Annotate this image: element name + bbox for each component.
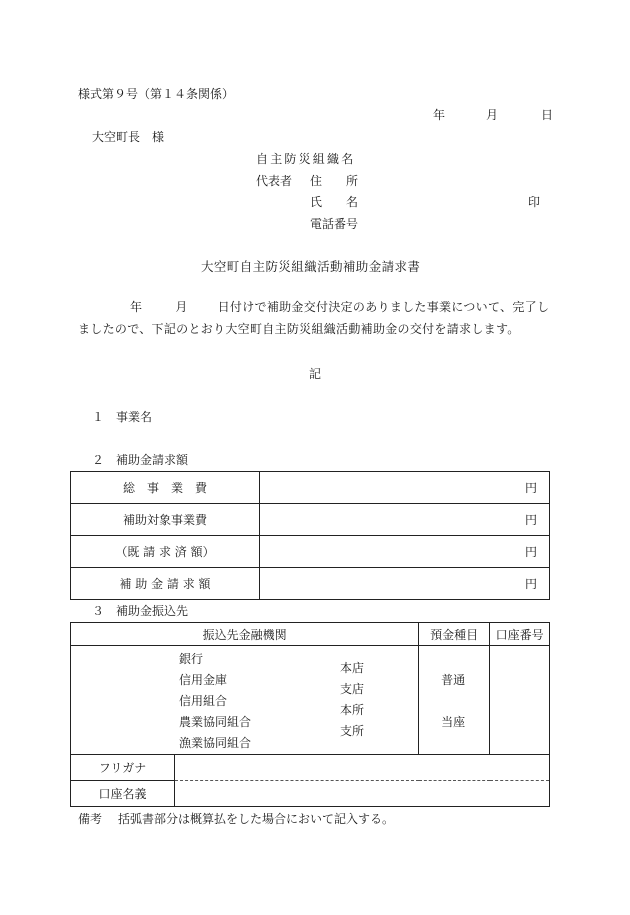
table-row <box>71 646 550 755</box>
body-year: 年 <box>130 300 143 314</box>
institution-shinkumi: 信用組合 <box>179 694 228 708</box>
branch-sub-office: 支所 <box>340 724 365 738</box>
item-bank-transfer: ３ 補助金振込先 <box>92 604 189 618</box>
table-row <box>71 568 550 600</box>
representative-label: 代表者 <box>256 174 293 188</box>
header-institution: 振込先金融機関 <box>71 623 419 646</box>
account-number-cell <box>490 646 550 755</box>
amount-unit: 円 <box>260 472 550 504</box>
institution-cell <box>71 646 419 755</box>
date-year: 年 <box>433 108 446 122</box>
table-row <box>71 781 550 807</box>
branch-head-office: 本店 <box>340 661 365 675</box>
branch-types <box>340 658 364 742</box>
phone-label: 電話番号 <box>310 217 359 231</box>
form-number: 様式第９号（第１４条関係） <box>78 87 235 101</box>
amount-label-request: 補 助 金 請 求 額 <box>71 568 260 600</box>
deposit-current: 当座 <box>441 715 466 729</box>
institution-shinkin: 信用金庫 <box>179 673 228 687</box>
amount-unit: 円 <box>260 536 550 568</box>
document-title: 大空町自主防災組織活動補助金請求書 <box>201 259 421 274</box>
body-paragraph <box>78 296 558 340</box>
amount-label-eligible: 補助対象事業費 <box>71 504 260 536</box>
institution-agri-coop: 農業協同組合 <box>179 715 252 729</box>
header-account-number: 口座番号 <box>490 623 550 646</box>
amount-label-total: 総 事 業 費 <box>71 472 260 504</box>
table-row <box>71 623 550 646</box>
deposit-type-cell <box>419 646 490 755</box>
addressee: 大空町長 様 <box>92 130 165 144</box>
branch-main-office: 本所 <box>340 703 365 717</box>
institution-bank: 銀行 <box>179 652 204 666</box>
table-row <box>71 755 550 781</box>
account-holder-value <box>175 781 550 807</box>
amount-unit: 円 <box>260 568 550 600</box>
header-deposit-type: 預金種目 <box>419 623 490 646</box>
item-project-name: １ 事業名 <box>92 410 153 424</box>
ki-marker: 記 <box>309 367 322 381</box>
body-text: 日付けで補助金交付決定のありました事業について、完了しましたので、下記のとおり大空町自主防災組織活動補助金の交付を請求します。 <box>78 300 550 336</box>
furigana-value <box>175 755 550 781</box>
item-request-amount: ２ 補助金請求額 <box>92 453 189 467</box>
deposit-regular: 普通 <box>441 673 466 687</box>
table-row <box>71 472 550 504</box>
furigana-label: フリガナ <box>71 755 175 781</box>
institution-types <box>179 649 251 754</box>
address-label: 住 所 <box>310 174 359 188</box>
account-holder-label: 口座名義 <box>71 781 175 807</box>
bank-table <box>70 622 550 807</box>
note-label: 備考 <box>78 812 103 826</box>
table-row <box>71 536 550 568</box>
institution-fish-coop: 漁業協同組合 <box>179 736 252 750</box>
table-row <box>71 504 550 536</box>
date-day: 日 <box>541 108 554 122</box>
name-label: 氏 名 <box>310 195 359 209</box>
amount-unit: 円 <box>260 504 550 536</box>
date-month: 月 <box>486 108 499 122</box>
branch-branch: 支店 <box>340 682 365 696</box>
body-month: 月 <box>175 300 188 314</box>
note-text: 括弧書部分は概算払をした場合において記入する。 <box>118 812 395 826</box>
org-name-label: 自主防災組織名 <box>256 152 356 166</box>
amount-label-already-requested: （既 請 求 済 額） <box>71 536 260 568</box>
amount-table <box>70 471 550 600</box>
seal-mark: 印 <box>528 195 541 209</box>
